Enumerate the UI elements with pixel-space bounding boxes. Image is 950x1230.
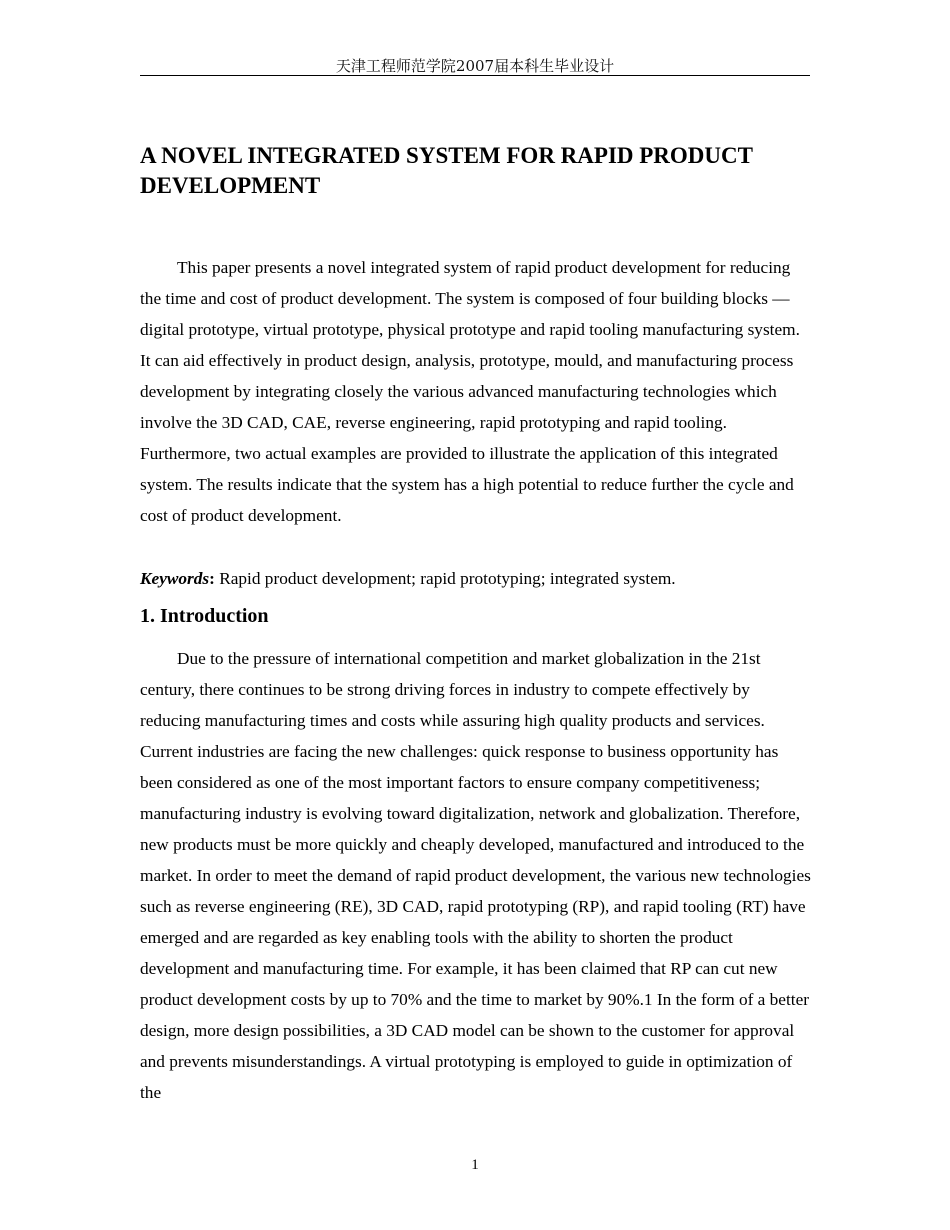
keywords-text: Rapid product development; rapid prototyping; integrated system. (214, 569, 676, 588)
paper-title: A NOVEL INTEGRATED SYSTEM FOR RAPID PRODUCT DEVELOPMENT (140, 143, 753, 198)
introduction-paragraph: Due to the pressure of international competition and market globalization in the 21st century, there continues to be strong driving forces in industry to compete effectively by reducing manufacturing times and costs while assuring high quality products and services. Current industries are facing the new challenges: quick response to business opportunity has been considered as one of the most important factors to ensure company competitiveness; manufacturing industry is evolving toward digitalization, network and globalization. Therefore, new products must be more quickly and cheaply developed, manufactured and introduced to the market. In order to meet the demand of rapid product development, the various new technologies such as reverse engineering (RE), 3D CAD, rapid prototyping (RP), and rapid tooling (RT) have emerged and are regarded as key enabling tools with the ability to shorten the product development and manufacturing time. For example, it has been claimed that RP can cut new product development costs by up to 70% and the time to market by 90%.1 In the form of a better design, more design possibilities, a 3D CAD model can be shown to the customer for approval and prevents misunderstandings. A virtual prototyping is employed to guide in optimization of the (140, 649, 811, 1102)
abstract-paragraph: This paper presents a novel integrated system of rapid product development for reducing the time and cost of product development. The system is composed of four building blocks —digital prototype, virtual prototype, physical prototype and rapid tooling manufacturing system. It can aid effectively in product design, analysis, prototype, mould, and manufacturing process development by integrating closely the various advanced manufacturing technologies which involve the 3D CAD, CAE, reverse engineering, rapid prototyping and rapid tooling. Furthermore, two actual examples are provided to illustrate the application of this integrated system. The results indicate that the system has a high potential to reduce further the cycle and cost of product development. (140, 258, 800, 525)
page-number: 1 (471, 1157, 479, 1173)
keywords-label: Keywords (140, 569, 210, 588)
keywords-line (140, 563, 812, 594)
section-heading-introduction: 1. Introduction (140, 605, 269, 627)
header-rule (140, 75, 810, 76)
keywords-colon: : (209, 569, 215, 588)
running-header: 天津工程师范学院2007届本科生毕业设计 (335, 57, 615, 75)
